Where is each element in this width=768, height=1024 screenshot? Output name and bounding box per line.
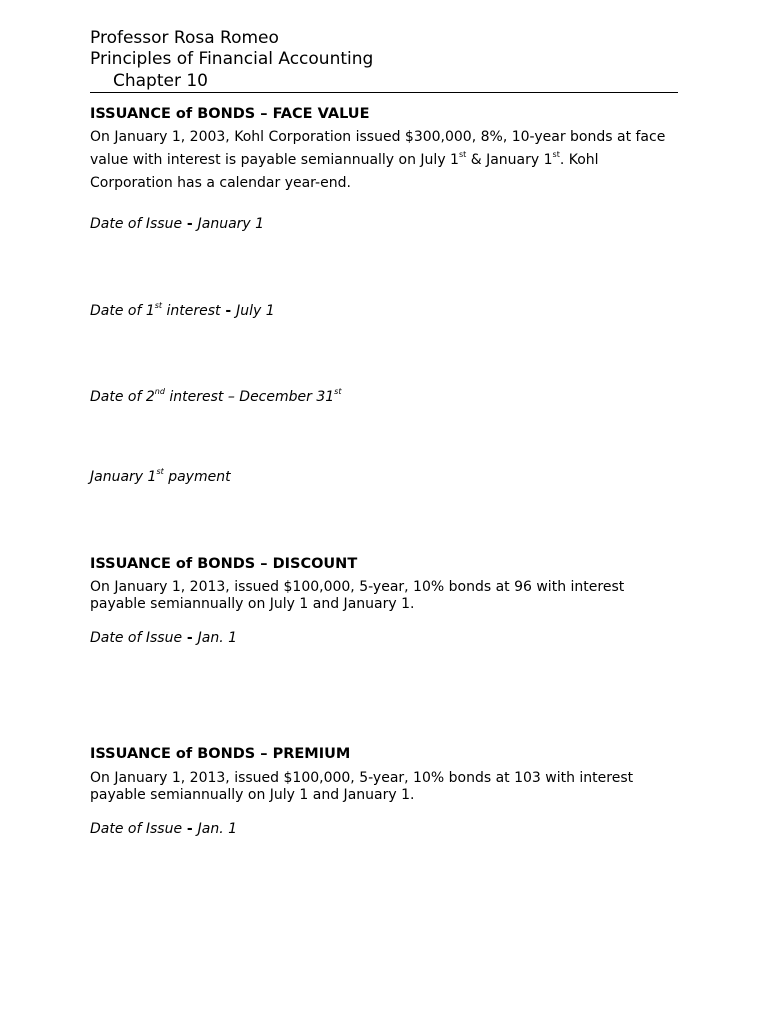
ordinal-suffix: nd bbox=[154, 387, 165, 397]
label-text: Date of 1 bbox=[90, 303, 155, 319]
premium-paragraph: On January 1, 2013, issued $100,000, 5-year, 10% bonds at 103 with interest payable semiannually on July 1 and January 1. bbox=[90, 770, 634, 803]
face-value-text-1: On January 1, 2003, Kohl Corporation issued $300,000, 8%, 10-year bonds at face value with interest is payable semiannually on July 1 bbox=[90, 129, 666, 168]
label-value: Jan. 1 bbox=[197, 821, 238, 837]
professor-name: Professor Rosa Romeo bbox=[90, 28, 279, 48]
premium-date-of-issue bbox=[90, 820, 237, 838]
separator: - bbox=[182, 216, 198, 232]
label-text: January 1 bbox=[90, 469, 157, 485]
face-value-january-payment bbox=[90, 468, 231, 486]
premium-heading: ISSUANCE of BONDS – PREMIUM bbox=[90, 746, 351, 762]
discount-heading: ISSUANCE of BONDS – DISCOUNT bbox=[90, 556, 358, 572]
face-value-text-2: & January 1 bbox=[466, 152, 553, 168]
header-rule bbox=[90, 92, 678, 93]
ordinal-suffix: st bbox=[458, 150, 467, 160]
chapter-title: Chapter 10 bbox=[113, 71, 209, 91]
face-value-text-3: . Kohl Corporation has a calendar year-end. bbox=[90, 152, 599, 191]
ordinal-suffix: st bbox=[334, 387, 342, 397]
face-value-first-interest bbox=[90, 302, 275, 320]
separator: - bbox=[182, 630, 198, 646]
label-text: interest bbox=[162, 303, 221, 319]
label-text: Date of Issue bbox=[90, 821, 183, 837]
discount-paragraph: On January 1, 2013, issued $100,000, 5-year, 10% bonds at 96 with interest payable semiannually on July 1 and January 1. bbox=[90, 579, 625, 612]
label-text: Date of Issue bbox=[90, 630, 183, 646]
ordinal-suffix: st bbox=[156, 467, 164, 477]
label-text: Date of Issue bbox=[90, 216, 183, 232]
ordinal-suffix: st bbox=[552, 150, 560, 160]
separator: - bbox=[220, 303, 237, 319]
label-text: Date of 2 bbox=[90, 389, 155, 405]
face-value-heading: ISSUANCE of BONDS – FACE VALUE bbox=[90, 106, 370, 122]
face-value-date-of-issue bbox=[90, 215, 264, 233]
label-value: January 1 bbox=[197, 216, 265, 232]
discount-date-of-issue bbox=[90, 629, 237, 647]
label-text: payment bbox=[163, 469, 231, 485]
separator: - bbox=[182, 821, 198, 837]
ordinal-suffix: st bbox=[154, 301, 163, 311]
label-value: Jan. 1 bbox=[197, 630, 238, 646]
face-value-paragraph bbox=[90, 126, 680, 195]
course-title: Principles of Financial Accounting bbox=[90, 49, 374, 69]
label-text: interest – December 31 bbox=[164, 389, 335, 405]
label-value: July 1 bbox=[236, 303, 275, 319]
face-value-second-interest bbox=[90, 388, 341, 406]
